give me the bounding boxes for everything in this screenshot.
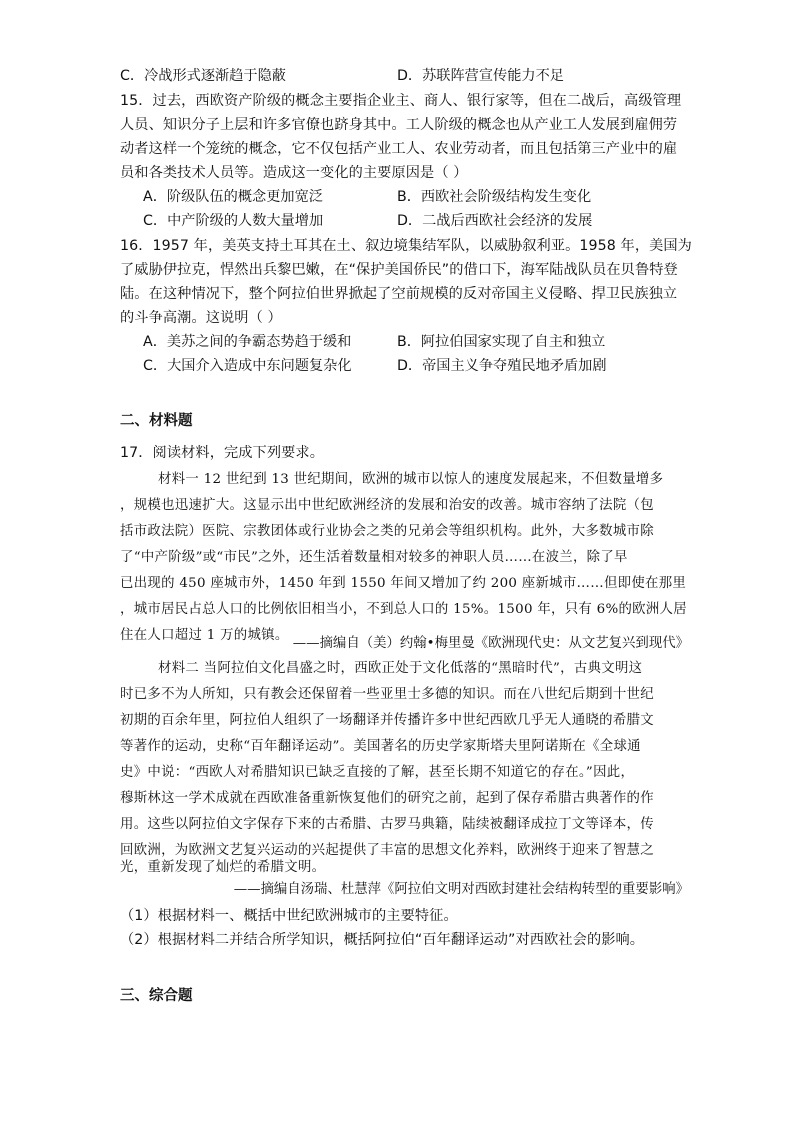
q14-option-c: C．冷战形式逐渐趋于隐蔽 [120,68,286,84]
section-title: 二、材料题 [120,413,193,429]
material2-line: 材料二 当阿拉伯文化昌盛之时，西欧正处于文化低落的“黑暗时代”，古典文明这 [158,661,643,676]
material1-line: 材料一 12 世纪到 13 世纪期间，欧洲的城市以惊人的速度发展起来，不但数量增多 [158,472,664,487]
q16-option-d: D．帝国主义争夺殖民地矛盾加剧 [397,358,607,374]
material1-line: ，规模也迅速扩大。这显示出中世纪欧洲经济的发展和治安的改善。城市容纳了法院（包 [120,498,654,513]
q16-line: 了威胁伊拉克，悍然出兵黎巴嫩，在“保护美国侨民”的借口下，海军陆战队员在贝鲁特登 [120,262,678,278]
q16-line: 16．1957 年，美英支持土耳其在土、叙边境集结军队，以威胁叙利亚。1958 年，美国为 [120,238,692,254]
q16-line: 陆。在这种情况下，整个阿拉伯世界掀起了空前规模的反对帝国主义侵略、捍卫民族独立 [120,286,678,302]
q15-option-b: B．西欧社会阶级结构发生变化 [397,189,592,205]
material1-line: 住在人口超过 1 万的城镇。 [120,628,289,643]
material2-line: 光，重新发现了灿烂的希腊文明。 [120,860,326,875]
material2-line: 初期的百余年里，阿拉伯人组织了一场翻译并传播许多中世纪西欧几乎无人通晓的希腊文 [120,713,654,728]
section-title: 三、综合题 [120,988,193,1004]
material2-source: ——摘编自汤瑞、杜慧萍《阿拉伯文明对西欧封建社会结构转型的重要影响》 [233,882,689,897]
q14-option-d: D．苏联阵营宣传能力不足 [397,68,564,84]
material2-line: 史》中说：“西欧人对希腊知识已缺乏直接的了解，甚至长期不知道它的存在。”因此， [120,765,635,780]
q15-line: 员和各类技术人员等。造成这一变化的主要原因是（ ） [120,165,468,181]
material2-line: 时已多不为人所知，只有教会还保留着一些亚里士多德的知识。而在八世纪后期到十世纪 [120,687,654,702]
q15-line: 15．过去，西欧资产阶级的概念主要指企业主、商人、银行家等，但在二战后，高级管理 [120,93,682,109]
q16-option-a: A．美苏之间的争霸态势趋于缓和 [143,334,352,350]
q15-option-c: C．中产阶级的人数大量增加 [143,213,324,229]
material2-line: 用。这些以阿拉伯文字保存下来的古希腊、古罗马典籍，陆续被翻译成拉丁文等译本，传 [120,817,654,832]
material1-source: ——摘编自（美）约翰•梅里曼《欧洲现代史：从文艺复兴到现代》 [292,636,689,651]
q17-question-2: （2）根据材料二并结合所学知识，概括阿拉伯“百年翻译运动”对西欧社会的影响。 [120,932,645,948]
material2-line: 回欧洲，为欧洲文艺复兴运动的兴起提供了丰富的思想文化养料，欧洲终于迎来了智慧之 [120,843,654,858]
q15-line: 人员、知识分子上层和许多官僚也跻身其中。工人阶级的概念也从产业工人发展到雇佣劳 [120,117,678,133]
q16-line: 的斗争高潮。这说明（ ） [120,310,282,326]
material2-line: 穆斯林这一学术成就在西欧准备重新恢复他们的研究之前，起到了保存希腊古典著作的作 [120,791,654,806]
q17-question-1: （1）根据材料一、概括中世纪欧洲城市的主要特征。 [120,908,458,924]
material2-line: 等著作的运动，史称“百年翻译运动”。美国著名的历史学家斯塔夫里阿诺斯在《全球通 [120,739,641,754]
material1-line: 括市政法院）医院、宗教团体或行业协会之类的兄弟会等组织机构。此外，大多数城市除 [120,524,654,539]
q15-option-a: A．阶级队伍的概念更加宽泛 [143,189,323,205]
q17-intro: 17．阅读材料，完成下列要求。 [120,445,324,461]
q15-line: 动者这样一个笼统的概念，它不仅包括产业工人、农业劳动者，而且包括第三产业中的雇 [120,141,678,157]
q15-option-d: D．二战后西欧社会经济的发展 [397,213,593,229]
q16-option-c: C．大国介入造成中东问题复杂化 [143,358,352,374]
q16-option-b: B．阿拉伯国家实现了自主和独立 [397,334,606,350]
material1-line: 已出现的 450 座城市外，1450 年到 1550 年间又增加了约 200 座新城市……但即使在那里 [120,576,687,591]
material1-line: ，城市居民占总人口的比例依旧相当小，不到总人口的 15%。1500 年，只有 6%的欧洲人居 [120,602,687,617]
material1-line: 了“中产阶级”或“市民”之外，还生活着数量相对较多的神职人员……在波兰，除了早 [120,550,628,565]
